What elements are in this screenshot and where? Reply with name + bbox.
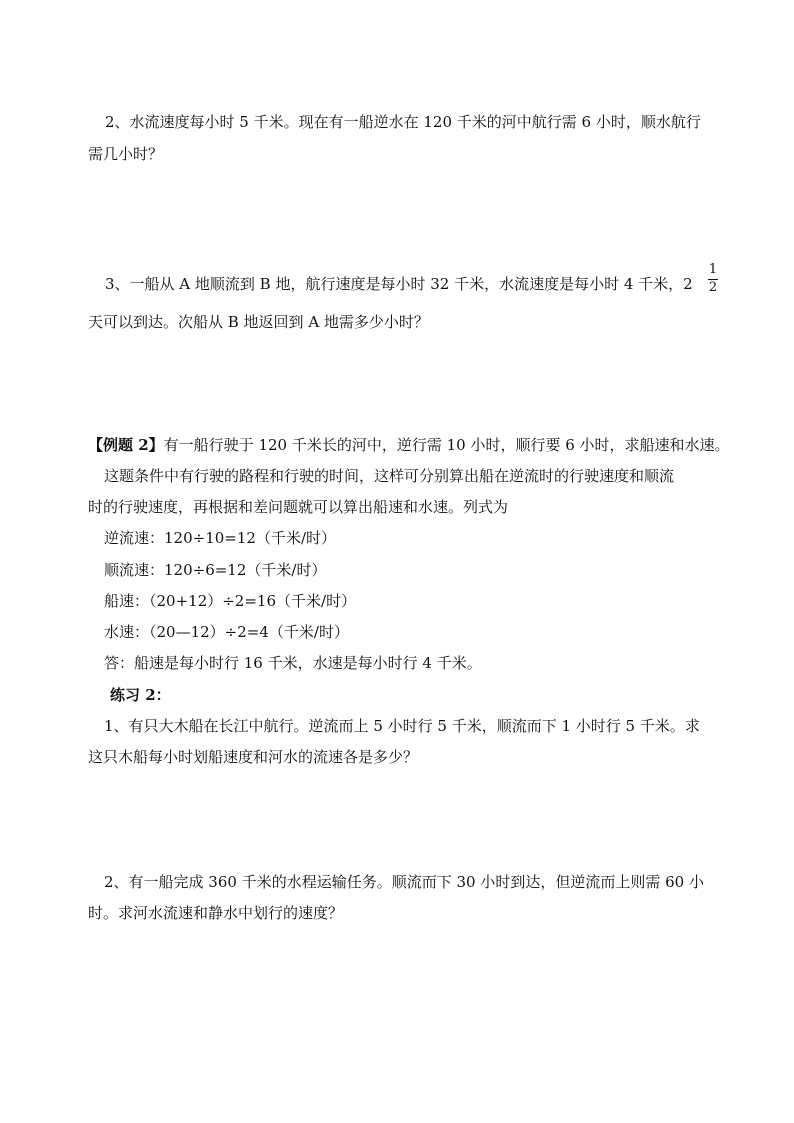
practice-2-q2-line-1: 2、有一船完成 360 千米的水程运输任务。顺流而下 30 小时到达，但逆流而上则需 60 小 bbox=[104, 873, 704, 891]
example-2-label: 【例题 2】 bbox=[88, 436, 164, 454]
calc-boat-speed: 船速：（20+12）÷2=16（千米/时） bbox=[104, 592, 357, 610]
calc-water-speed: 水速：（20—12）÷2=4（千米/时） bbox=[104, 623, 349, 641]
fraction-denominator: 2 bbox=[708, 280, 718, 295]
problem-3-line-2: 天可以到达。次船从 B 地返回到 A 地需多少小时？ bbox=[88, 313, 429, 331]
calc-downstream-speed: 顺流速：120÷6=12（千米/时） bbox=[104, 561, 327, 579]
practice-2-q2-line-2: 时。求河水流速和静水中划行的速度？ bbox=[88, 904, 344, 922]
problem-2-line-2: 需几小时？ bbox=[88, 145, 164, 163]
problem-3-line-1: 3、一船从 A 地顺流到 B 地，航行速度是每小时 32 千米，水流速度是每小时 4 千米，2 bbox=[105, 275, 693, 293]
practice-2-title: 练习 2： bbox=[110, 686, 171, 704]
example-2-analysis-line-2: 时的行驶速度，再根据和差问题就可以算出船速和水速。列式为 bbox=[88, 498, 509, 516]
example-2-analysis-line-1: 这题条件中有行驶的路程和行驶的时间，这样可分别算出船在逆流时的行驶速度和顺流 bbox=[104, 467, 675, 485]
fraction-numerator: 1 bbox=[708, 262, 718, 277]
problem-2-line-1: 2、水流速度每小时 5 千米。现在有一船逆水在 120 千米的河中航行需 6 小时，顺水航行 bbox=[105, 113, 701, 131]
calc-upstream-speed: 逆流速：120÷10=12（千米/时） bbox=[104, 529, 336, 547]
example-2-question-text: 有一船行驶于 120 千米长的河中，逆行需 10 小时，顺行要 6 小时，求船速和水速。 bbox=[163, 436, 730, 454]
example-2-question bbox=[88, 434, 730, 456]
practice-2-q1-line-2: 这只木船每小时划船速度和河水的流速各是多少？ bbox=[88, 748, 419, 766]
practice-2-q1-line-1: 1、有只大木船在长江中航行。逆流而上 5 小时行 5 千米，顺流而下 1 小时行 5 千米。求 bbox=[104, 717, 700, 735]
example-2-answer: 答：船速是每小时行 16 千米，水速是每小时行 4 千米。 bbox=[104, 654, 482, 672]
